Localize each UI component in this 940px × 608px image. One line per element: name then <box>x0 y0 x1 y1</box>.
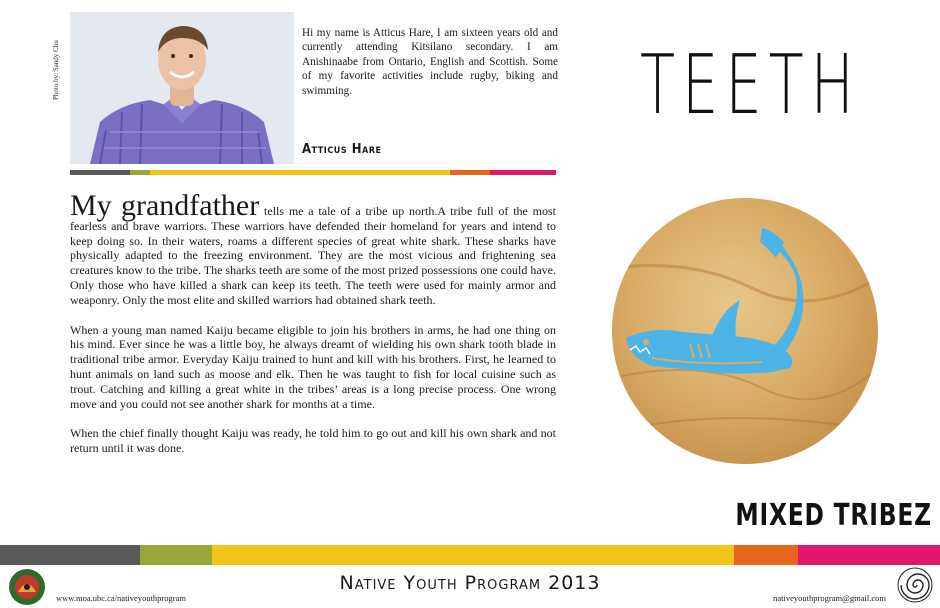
story-p1-text: tells me a tale of a tribe up north.A tribe full of the most fearless and brave warriors. These warriors have defended their homeland for years and intend to keep doing so. In their waters, roams a different species of great white shark. These sharks have physically adapted to the freezing environment. They are the most vicious and frightening sea creatures know to the tribe. The sharks teeth are some of the most prized possessions one could have. Only those who have killed a shark can keep its teeth. The teeth were used for mainly armor and weaponry. Only the most elite and skilled warriors had obtained shark teeth. <box>70 204 556 307</box>
spiral-logo-icon <box>896 566 934 604</box>
footer-email-link[interactable]: nativeyouthprogram@gmail.com <box>773 593 886 603</box>
author-name: Atticus Hare <box>302 142 382 157</box>
footer-program-title: Native Youth Program 2013 <box>339 572 601 594</box>
story-paragraph-1 <box>70 189 556 308</box>
color-strip-top <box>70 170 556 175</box>
story-text <box>70 189 556 471</box>
page-title: TEETH <box>640 38 861 133</box>
footer-url-link[interactable]: www.moa.ubc.ca/nativeyouthprogram <box>56 593 186 603</box>
story-paragraph-3: When the chief finally thought Kaiju was ready, he told him to go out and kill his own shark and not return until it was done. <box>70 426 556 456</box>
color-bar-bottom <box>0 545 940 565</box>
shark-artwork <box>612 198 878 464</box>
tribe-name: MIXED TRIBEZ <box>735 498 932 533</box>
story-paragraph-2: When a young man named Kaiju became eligible to join his brothers in arms, he had one thing on his mind. Ever since he was a little boy, he always dreamt of wielding his own shark tooth blade in traditional tribe armor. Everyday Kaiju trained to hunt and kill with his brothers. First, he learned to hunt animals on land such as moose and elk. Then he was taught to fish for local cuisine such as trout. Catching and killing a great white in the tribes’ areas is a long precise process. One wrong move and you could not see another shark for months at a time. <box>70 322 556 411</box>
shark-icon <box>612 198 878 464</box>
photo-credit: Photo by: Sandy Chu <box>52 40 60 100</box>
portrait-image <box>70 12 294 164</box>
author-bio: Hi my name is Atticus Hare, I am sixteen years old and currently attending Kitsilano secondary. I am Anishinaabe from Ontario, English and Scottish. Some of my favorite activities include rugby, biking and swimming. <box>302 27 558 97</box>
lead-word: My grandfather <box>70 189 260 222</box>
author-photo <box>70 12 294 164</box>
